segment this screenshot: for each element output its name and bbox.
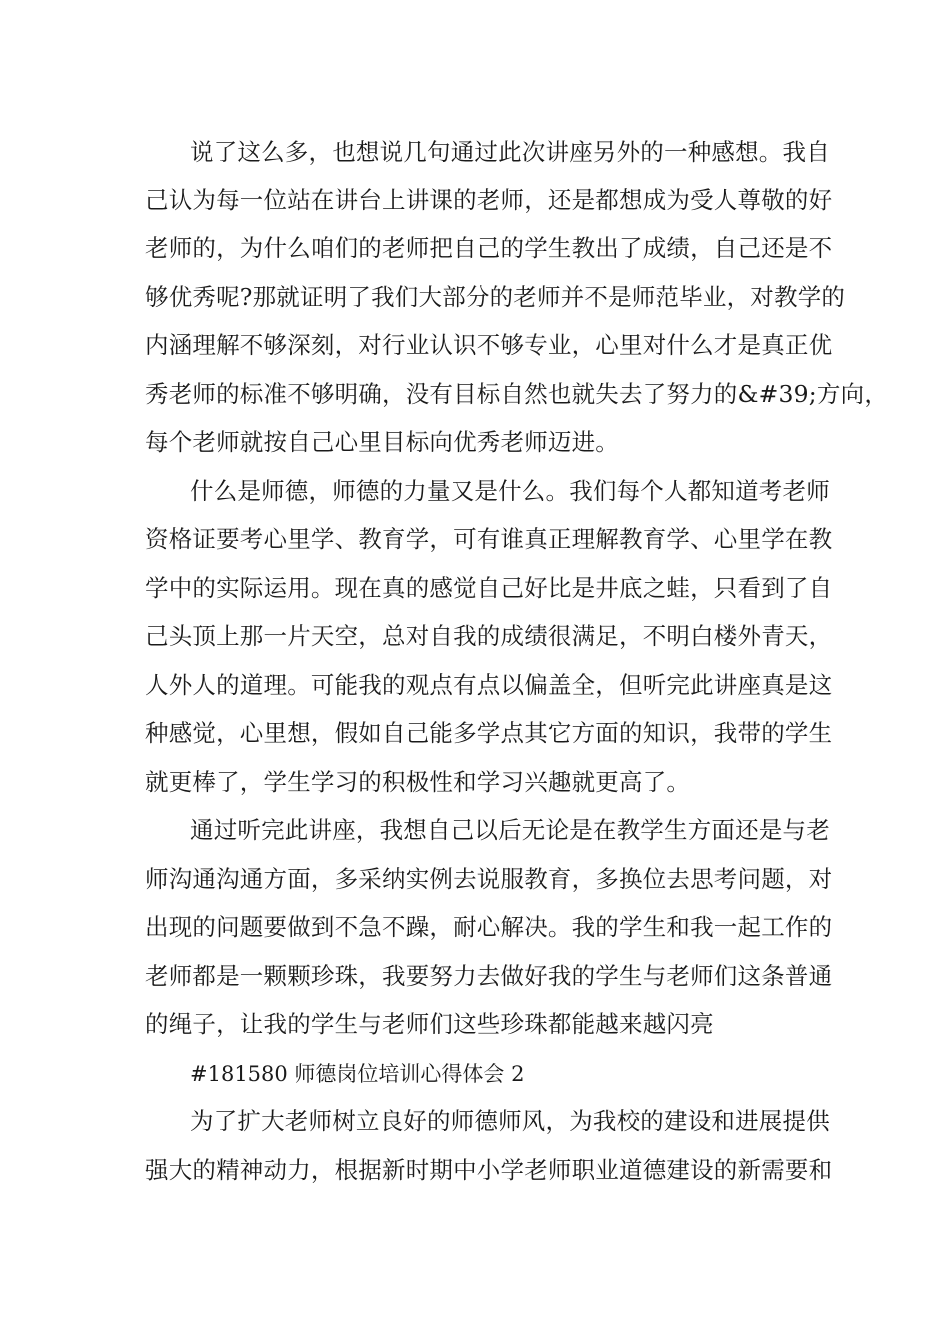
section-heading: #181580 师德岗位培训心得体会 2 [190, 1062, 525, 1086]
text-line: 就更棒了，学生学习的积极性和学习兴趣就更高了。 [145, 768, 691, 796]
text-line: 够优秀呢?那就证明了我们大部分的老师并不是师范毕业，对教学的 [145, 283, 846, 311]
text-line: 种感觉，心里想，假如自己能多学点其它方面的知识，我带的学生 [145, 719, 833, 747]
text-line: 师沟通沟通方面，多采纳实例去说服教育，多换位去思考问题，对 [145, 865, 833, 893]
text-line: 什么是师德，师德的力量又是什么。我们每个人都知道考老师 [190, 477, 830, 505]
text-line: 出现的问题要做到不急不躁，耐心解决。我的学生和我一起工作的 [145, 913, 833, 941]
text-line: 资格证要考心里学、教育学，可有谁真正理解教育学、心里学在教 [145, 525, 833, 553]
text-line: 为了扩大老师树立良好的师德师风，为我校的建设和进展提供 [190, 1107, 830, 1135]
text-line: 人外人的道理。可能我的观点有点以偏盖全，但听完此讲座真是这 [145, 671, 833, 699]
text-line: 内涵理解不够深刻，对行业认识不够专业，心里对什么才是真正优 [145, 331, 833, 359]
text-line: 强大的精神动力，根据新时期中小学老师职业道德建设的新需要和 [145, 1156, 833, 1184]
text-line: 学中的实际运用。现在真的感觉自己好比是井底之蛙，只看到了自 [145, 574, 833, 602]
text-line: 秀老师的标准不够明确，没有目标自然也就失去了努力的&#39;方向， [145, 380, 889, 408]
text-line: 己认为每一位站在讲台上讲课的老师，还是都想成为受人尊敬的好 [145, 186, 833, 214]
text-line: 每个老师就按自己心里目标向优秀老师迈进。 [145, 428, 619, 456]
text-line: 己头顶上那一片天空，总对自我的成绩很满足，不明白楼外青天， [145, 622, 833, 650]
text-line: 通过听完此讲座，我想自己以后无论是在教学生方面还是与老 [190, 816, 830, 844]
text-line: 老师都是一颗颗珍珠，我要努力去做好我的学生与老师们这条普通 [145, 962, 833, 990]
text-line: 说了这么多，也想说几句通过此次讲座另外的一种感想。我自 [190, 138, 830, 166]
text-line: 的绳子，让我的学生与老师们这些珍珠都能越来越闪亮 [145, 1010, 714, 1038]
text-line: 老师的，为什么咱们的老师把自己的学生教出了成绩，自己还是不 [145, 234, 833, 262]
